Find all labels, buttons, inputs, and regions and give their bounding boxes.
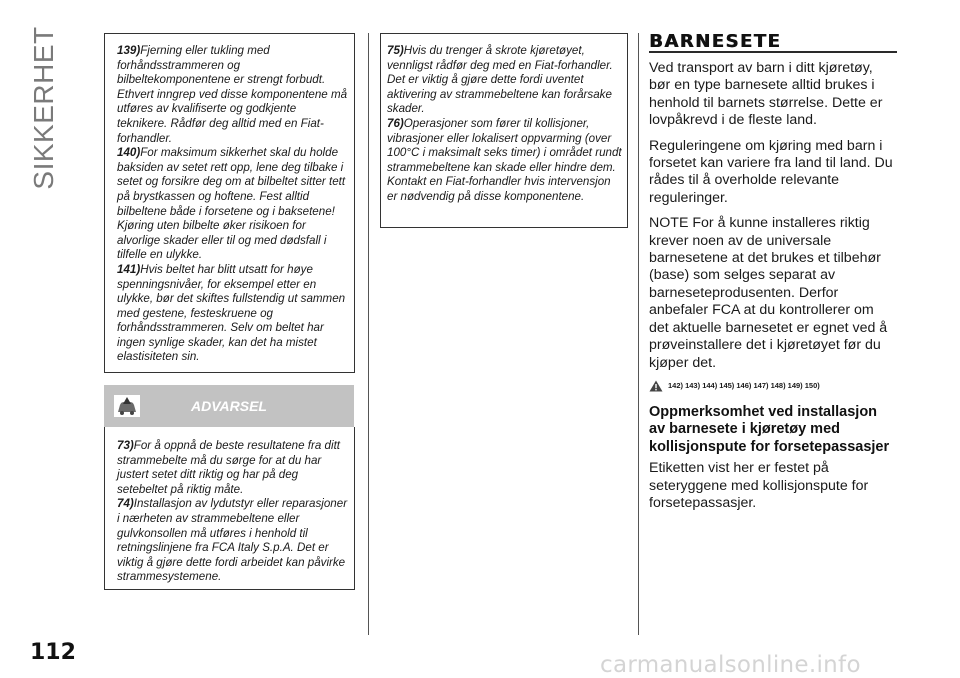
note-text: Operasjoner som fører til kollisjoner, vibrasjoner eller lokalisert oppvarming (over 100°C i maksimalt seks timer) i området rundt strammebeltene kan skade eller hindre dem. Kontakt en Fiat-forhandler hvis intervensjon er nødvendig på disse komponentene. (387, 116, 622, 203)
note-number: 139) (117, 44, 141, 57)
column-divider-2 (638, 33, 639, 635)
references-row (649, 380, 897, 392)
page-number: 112 (30, 640, 76, 665)
main-column (649, 60, 897, 520)
paragraph-4: Etiketten vist her er festet på seteryggene med kollisjonspute for forsetepassasjer. (649, 460, 869, 511)
watermark: carmanualsonline.info (600, 652, 861, 678)
note-text: Hvis beltet har blitt utsatt for høye spenningsnivåer, for eksempel etter en ulykke, bør det skiftes fullstendig ut sammen med gestene, festeskruene og forhåndsstrammeren. Selv om beltet har ingen synlige skader, kan det ha mistet elastisiteten sin. (117, 262, 346, 364)
notes-box-1 (104, 33, 355, 373)
paragraph-note: NOTE For å kunne installeres riktig krever noen av de universale barnesetene at det brukes et tilbehør (base) som selges separat av barneseteprodusenten. Derfor anbefaler FCA at du kontrollerer om det aktuelle barnesetet er egnet ved å prøveinstallere det i kjøretøyet før du kjøper det. (649, 215, 888, 371)
caution-triangle-icon (649, 380, 663, 392)
note-140 (117, 146, 348, 263)
note-139 (117, 44, 348, 146)
note-number: 73) (117, 439, 134, 452)
section-side-title (26, 28, 62, 188)
note-74 (117, 497, 348, 585)
notes-box-2 (380, 33, 628, 228)
section-title-text: SIKKERHET (28, 26, 59, 190)
note-text: Hvis du trenger å skrote kjøretøyet, vennligst rådfør deg med en Fiat-forhandler. Det er viktig å gjøre dette fordi uventet aktivering av strammebeltene kan forårsake skader. (387, 44, 613, 116)
section-heading: BARNESETE (649, 31, 782, 52)
section-heading-bar (649, 33, 897, 53)
note-73 (117, 439, 348, 497)
note-141 (117, 263, 348, 365)
warning-title: ADVARSEL (191, 398, 267, 414)
note-number: 141) (117, 262, 141, 276)
paragraph-2: Reguleringene om kjøring med barn i forsetet kan variere fra land til land. Du rådes til å overholde relevante reguleringer. (649, 137, 893, 206)
references-list: 142) 143) 144) 145) 146) 147) 148) 149) 150) (668, 381, 820, 391)
note-76 (387, 117, 623, 205)
warning-header (104, 385, 354, 427)
note-number: 74) (117, 497, 134, 511)
column-divider-1 (368, 33, 369, 635)
note-text: For å oppnå de beste resultatene fra ditt strammebelte må du sørge for at du har justert setet ditt riktig og har på deg setebeltet på riktig måte. (117, 439, 341, 496)
sub-heading: Oppmerksomhet ved installasjon av barnesete i kjøretøy med kollisjonspute for forsetepassasjer (649, 403, 890, 455)
note-text: Fjerning eller tukling med forhåndsstrammeren og bilbeltekomponentene er strengt forbudt. Ethvert inngrep ved disse komponentene må utføres av kvalifiserte og godkjente teknikere. Rådfør deg alltid med en Fiat-forhandler. (117, 44, 348, 145)
note-number: 76) (387, 116, 404, 130)
note-text: For maksimum sikkerhet skal du holde baksiden av setet rett opp, lene deg tilbake i setet og forsikre deg om at bilbeltet sitter tett på brystkassen og hoftene. Fest alltid bilbeltene både i forsetene og i baksetene! Kjøring uten bilbelte øker risikoen for alvorlige skader eller til og med dødsfall i tilfelle en ulykke. (117, 146, 346, 262)
paragraph-1: Ved transport av barn i ditt kjøretøy, bør en type barnesete alltid brukes i henhold til barnets størrelse. Dette er lovpåkrevd i de fleste land. (649, 60, 883, 129)
warning-box (104, 427, 355, 590)
note-75 (387, 44, 623, 117)
note-number: 75) (387, 44, 404, 57)
note-text: Installasjon av lydutstyr eller reparasjoner i nærheten av strammebeltene eller gulvkonsollen må utføres i henhold til retningslinjene fra FCA Italy S.p.A. Det er viktig å gjøre dette fordi arbeidet kan påvirke strammesystemene. (117, 497, 348, 584)
note-number: 140) (117, 146, 141, 160)
